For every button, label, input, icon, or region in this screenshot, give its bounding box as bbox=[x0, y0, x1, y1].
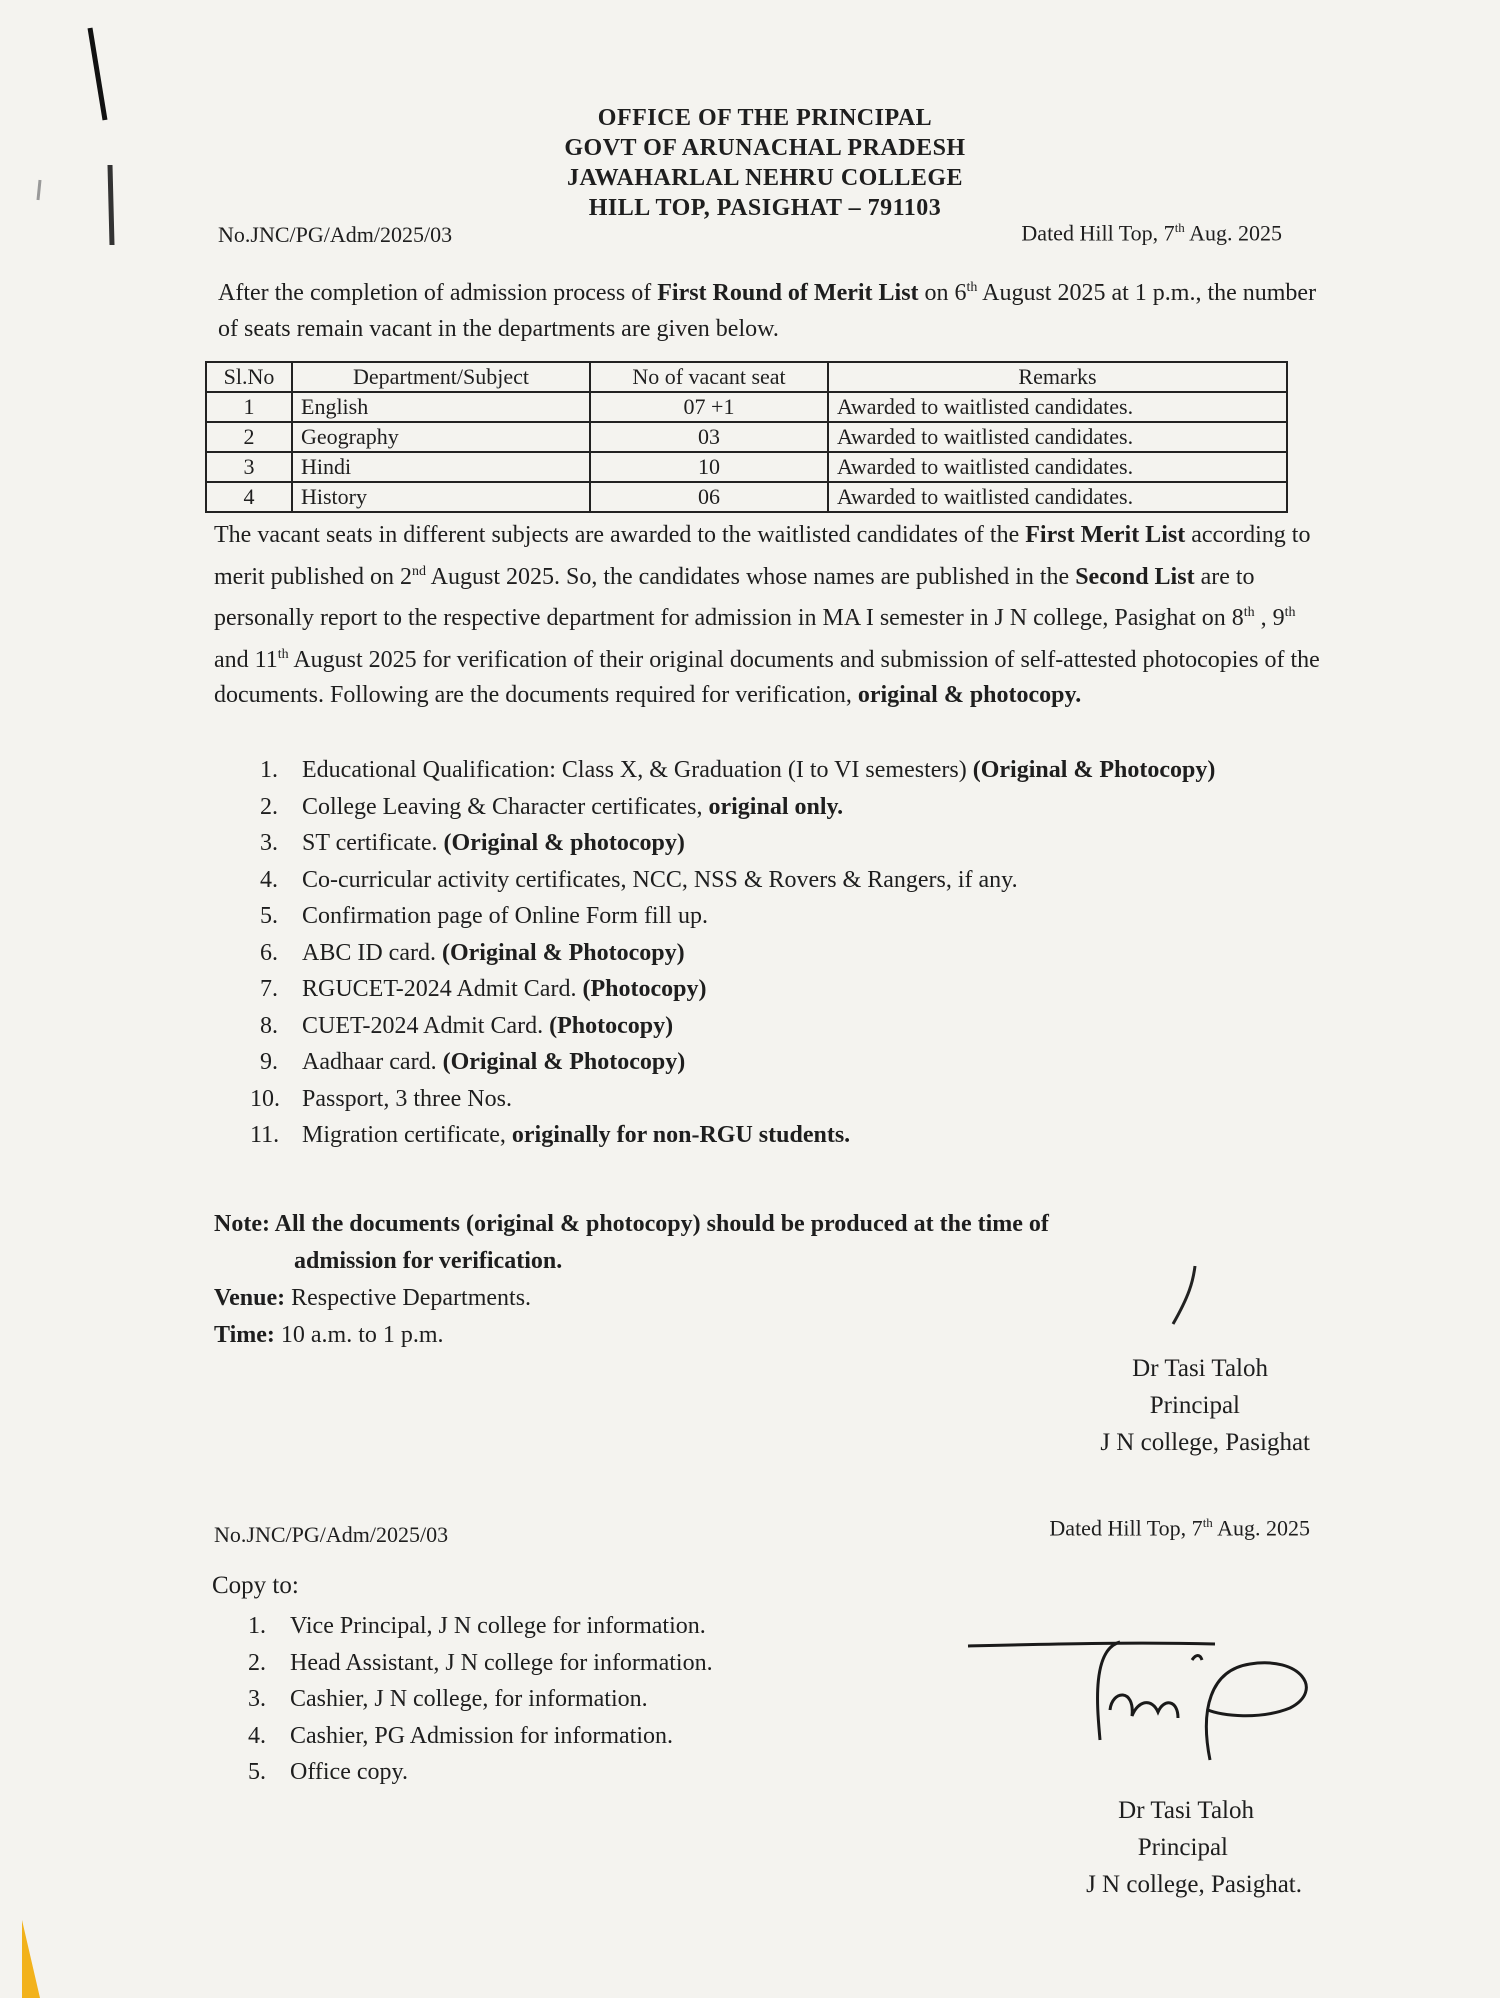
reference-number: No.JNC/PG/Adm/2025/03 bbox=[218, 222, 453, 247]
list-text: Passport, 3 three Nos. bbox=[302, 1085, 512, 1112]
list-item bbox=[260, 935, 1300, 972]
list-item bbox=[250, 1117, 1300, 1154]
cell-department: History bbox=[292, 482, 590, 512]
cell-vacant: 03 bbox=[590, 422, 828, 452]
date-line: Dated Hill Top, 7th Aug. 2025 bbox=[1021, 220, 1282, 246]
list-item bbox=[260, 862, 1300, 899]
signatory-title: Principal bbox=[1149, 1392, 1240, 1419]
cell-department: Geography bbox=[292, 422, 590, 452]
body-text-2: according to merit published on 2nd August 2025. So, the candidates whose names are published in the bbox=[214, 522, 1311, 590]
list-item bbox=[260, 752, 1300, 789]
body-bold-1: First Merit List bbox=[1025, 522, 1186, 548]
list-text: Cashier, J N college, for information. bbox=[290, 1686, 648, 1712]
signatory2-name: Dr Tasi Taloh bbox=[1118, 1797, 1254, 1824]
letterhead bbox=[0, 103, 1500, 223]
office-title: OFFICE OF THE PRINCIPAL bbox=[597, 105, 933, 131]
list-text: Co-curricular activity certificates, NCC, NSS & Rovers & Rangers, if any. bbox=[302, 866, 1018, 893]
list-item bbox=[248, 1608, 948, 1645]
list-number: 1. bbox=[248, 1613, 266, 1639]
venue-value: Respective Departments. bbox=[285, 1285, 532, 1311]
list-number: 6. bbox=[260, 939, 278, 966]
handwritten-signature bbox=[960, 1620, 1330, 1770]
cell-slno: 4 bbox=[206, 482, 292, 512]
list-text: College Leaving & Character certificates, bbox=[302, 793, 709, 820]
list-text: CUET-2024 Admit Card. bbox=[302, 1012, 550, 1039]
list-text: ABC ID card. bbox=[302, 939, 442, 966]
list-bold: (Original & Photocopy) bbox=[442, 1049, 686, 1075]
intro-text-1: After the completion of admission process of bbox=[218, 280, 658, 306]
list-number: 11. bbox=[250, 1122, 280, 1148]
list-item bbox=[260, 971, 1300, 1008]
table-row bbox=[206, 422, 1287, 452]
list-number: 2. bbox=[248, 1649, 266, 1676]
college-title: JAWAHARLAL NEHRU COLLEGE bbox=[566, 165, 964, 191]
cell-slno: 3 bbox=[206, 452, 292, 482]
list-number: 3. bbox=[260, 830, 278, 856]
cell-department: English bbox=[292, 392, 590, 422]
signatory2-org: J N college, Pasighat. bbox=[1086, 1871, 1302, 1898]
cell-remarks: Awarded to waitlisted candidates. bbox=[828, 452, 1287, 482]
list-text: Educational Qualification: Class X, & Graduation (I to VI semesters) bbox=[302, 757, 973, 783]
body-text-3: are to personally report to the respective department for admission in MA I semester in J N college, Pasighat on 8th , 9th and 11th August 2025 for verification of their original documents and submission of self-attested photocopies of the documents. Following are the documents required for verification, bbox=[214, 563, 1320, 708]
list-number: 5. bbox=[248, 1759, 266, 1785]
venue-time-block bbox=[214, 1280, 531, 1354]
cell-remarks: Awarded to waitlisted candidates. bbox=[828, 392, 1287, 422]
time-value: 10 a.m. to 1 p.m. bbox=[274, 1322, 444, 1348]
list-item bbox=[250, 1081, 1300, 1118]
intro-paragraph bbox=[218, 270, 1318, 347]
note-line1: All the documents (original & photocopy) should be produced at the time of bbox=[269, 1211, 1049, 1237]
note-line2: admission for verification. bbox=[294, 1248, 563, 1274]
documents-list bbox=[250, 752, 1300, 1154]
body-bold-3: original & photocopy. bbox=[857, 682, 1082, 708]
body-paragraph bbox=[214, 518, 1329, 714]
list-bold: (Photocopy) bbox=[582, 976, 707, 1002]
intro-bold: First Round of Merit List bbox=[657, 280, 919, 306]
list-bold: (Original & Photocopy) bbox=[441, 939, 685, 966]
list-text: Head Assistant, J N college for information. bbox=[290, 1649, 713, 1676]
signature-block-2 bbox=[1086, 1792, 1302, 1903]
list-number: 7. bbox=[260, 976, 278, 1002]
col-department: Department/Subject bbox=[292, 362, 590, 392]
signatory2-title: Principal bbox=[1137, 1834, 1228, 1861]
list-bold: (Original & Photocopy) bbox=[972, 757, 1216, 783]
body-bold-2: Second List bbox=[1075, 563, 1195, 590]
list-bold: (Original & photocopy) bbox=[443, 830, 685, 856]
list-item bbox=[248, 1681, 948, 1718]
list-text: RGUCET-2024 Admit Card. bbox=[302, 976, 583, 1002]
cell-vacant: 06 bbox=[590, 482, 828, 512]
intro-text-2: on 6th August 2025 at 1 p.m., the number of seats remain vacant in the departments are given below. bbox=[218, 280, 1317, 342]
col-vacant-seat: No of vacant seat bbox=[590, 362, 828, 392]
list-bold: (Photocopy) bbox=[549, 1012, 674, 1039]
list-item bbox=[248, 1645, 948, 1682]
list-text: Cashier, PG Admission for information. bbox=[290, 1722, 674, 1749]
cell-slno: 2 bbox=[206, 422, 292, 452]
copy-date-line: Dated Hill Top, 7th Aug. 2025 bbox=[1049, 1515, 1310, 1541]
list-number: 2. bbox=[260, 793, 278, 820]
list-text: Vice Principal, J N college for information. bbox=[290, 1613, 706, 1639]
signatory-name: Dr Tasi Taloh bbox=[1132, 1355, 1268, 1382]
vacancy-table bbox=[205, 361, 1288, 513]
list-item bbox=[260, 1008, 1300, 1045]
list-bold: original only. bbox=[708, 793, 844, 820]
cell-remarks: Awarded to waitlisted candidates. bbox=[828, 482, 1287, 512]
list-number: 10. bbox=[250, 1085, 280, 1112]
cell-department: Hindi bbox=[292, 452, 590, 482]
note-block bbox=[214, 1206, 1049, 1280]
body-text-1: The vacant seats in different subjects are awarded to the waitlisted candidates of the bbox=[214, 522, 1026, 548]
note-label: Note: bbox=[214, 1211, 270, 1237]
list-item bbox=[260, 825, 1300, 862]
table-header-row bbox=[206, 362, 1287, 392]
list-text: ST certificate. bbox=[302, 830, 444, 856]
table-row bbox=[206, 482, 1287, 512]
govt-title: GOVT OF ARUNACHAL PRADESH bbox=[564, 135, 966, 161]
list-number: 9. bbox=[260, 1049, 278, 1075]
list-text: Confirmation page of Online Form fill up. bbox=[302, 903, 708, 929]
list-bold: originally for non-RGU students. bbox=[511, 1122, 851, 1148]
table-row bbox=[206, 452, 1287, 482]
cell-slno: 1 bbox=[206, 392, 292, 422]
table-row bbox=[206, 392, 1287, 422]
col-slno: Sl.No bbox=[206, 362, 292, 392]
venue-label: Venue: bbox=[214, 1285, 286, 1311]
list-number: 4. bbox=[260, 866, 278, 893]
list-number: 5. bbox=[260, 903, 278, 929]
list-item bbox=[248, 1754, 948, 1791]
copy-reference-number: No.JNC/PG/Adm/2025/03 bbox=[214, 1522, 449, 1547]
list-item bbox=[260, 1044, 1300, 1081]
time-label: Time: bbox=[214, 1322, 275, 1348]
list-text: Aadhaar card. bbox=[302, 1049, 443, 1075]
copy-list bbox=[248, 1608, 948, 1791]
cell-vacant: 07 +1 bbox=[590, 392, 828, 422]
pen-stroke bbox=[1165, 1262, 1205, 1332]
copy-heading: Copy to: bbox=[212, 1572, 299, 1599]
list-item bbox=[260, 898, 1300, 935]
list-number: 4. bbox=[248, 1722, 266, 1749]
list-text: Office copy. bbox=[290, 1759, 408, 1785]
list-number: 1. bbox=[260, 757, 278, 783]
scan-corner-artifact bbox=[0, 1900, 70, 1998]
list-item bbox=[260, 789, 1300, 826]
list-number: 8. bbox=[260, 1012, 278, 1039]
col-remarks: Remarks bbox=[828, 362, 1287, 392]
signatory-org: J N college, Pasighat bbox=[1100, 1429, 1310, 1456]
list-item bbox=[248, 1718, 948, 1755]
signature-block-1 bbox=[1100, 1350, 1310, 1461]
list-text: Migration certificate, bbox=[302, 1122, 512, 1148]
college-address: HILL TOP, PASIGHAT – 791103 bbox=[588, 195, 942, 221]
cell-vacant: 10 bbox=[590, 452, 828, 482]
list-number: 3. bbox=[248, 1686, 266, 1712]
cell-remarks: Awarded to waitlisted candidates. bbox=[828, 422, 1287, 452]
